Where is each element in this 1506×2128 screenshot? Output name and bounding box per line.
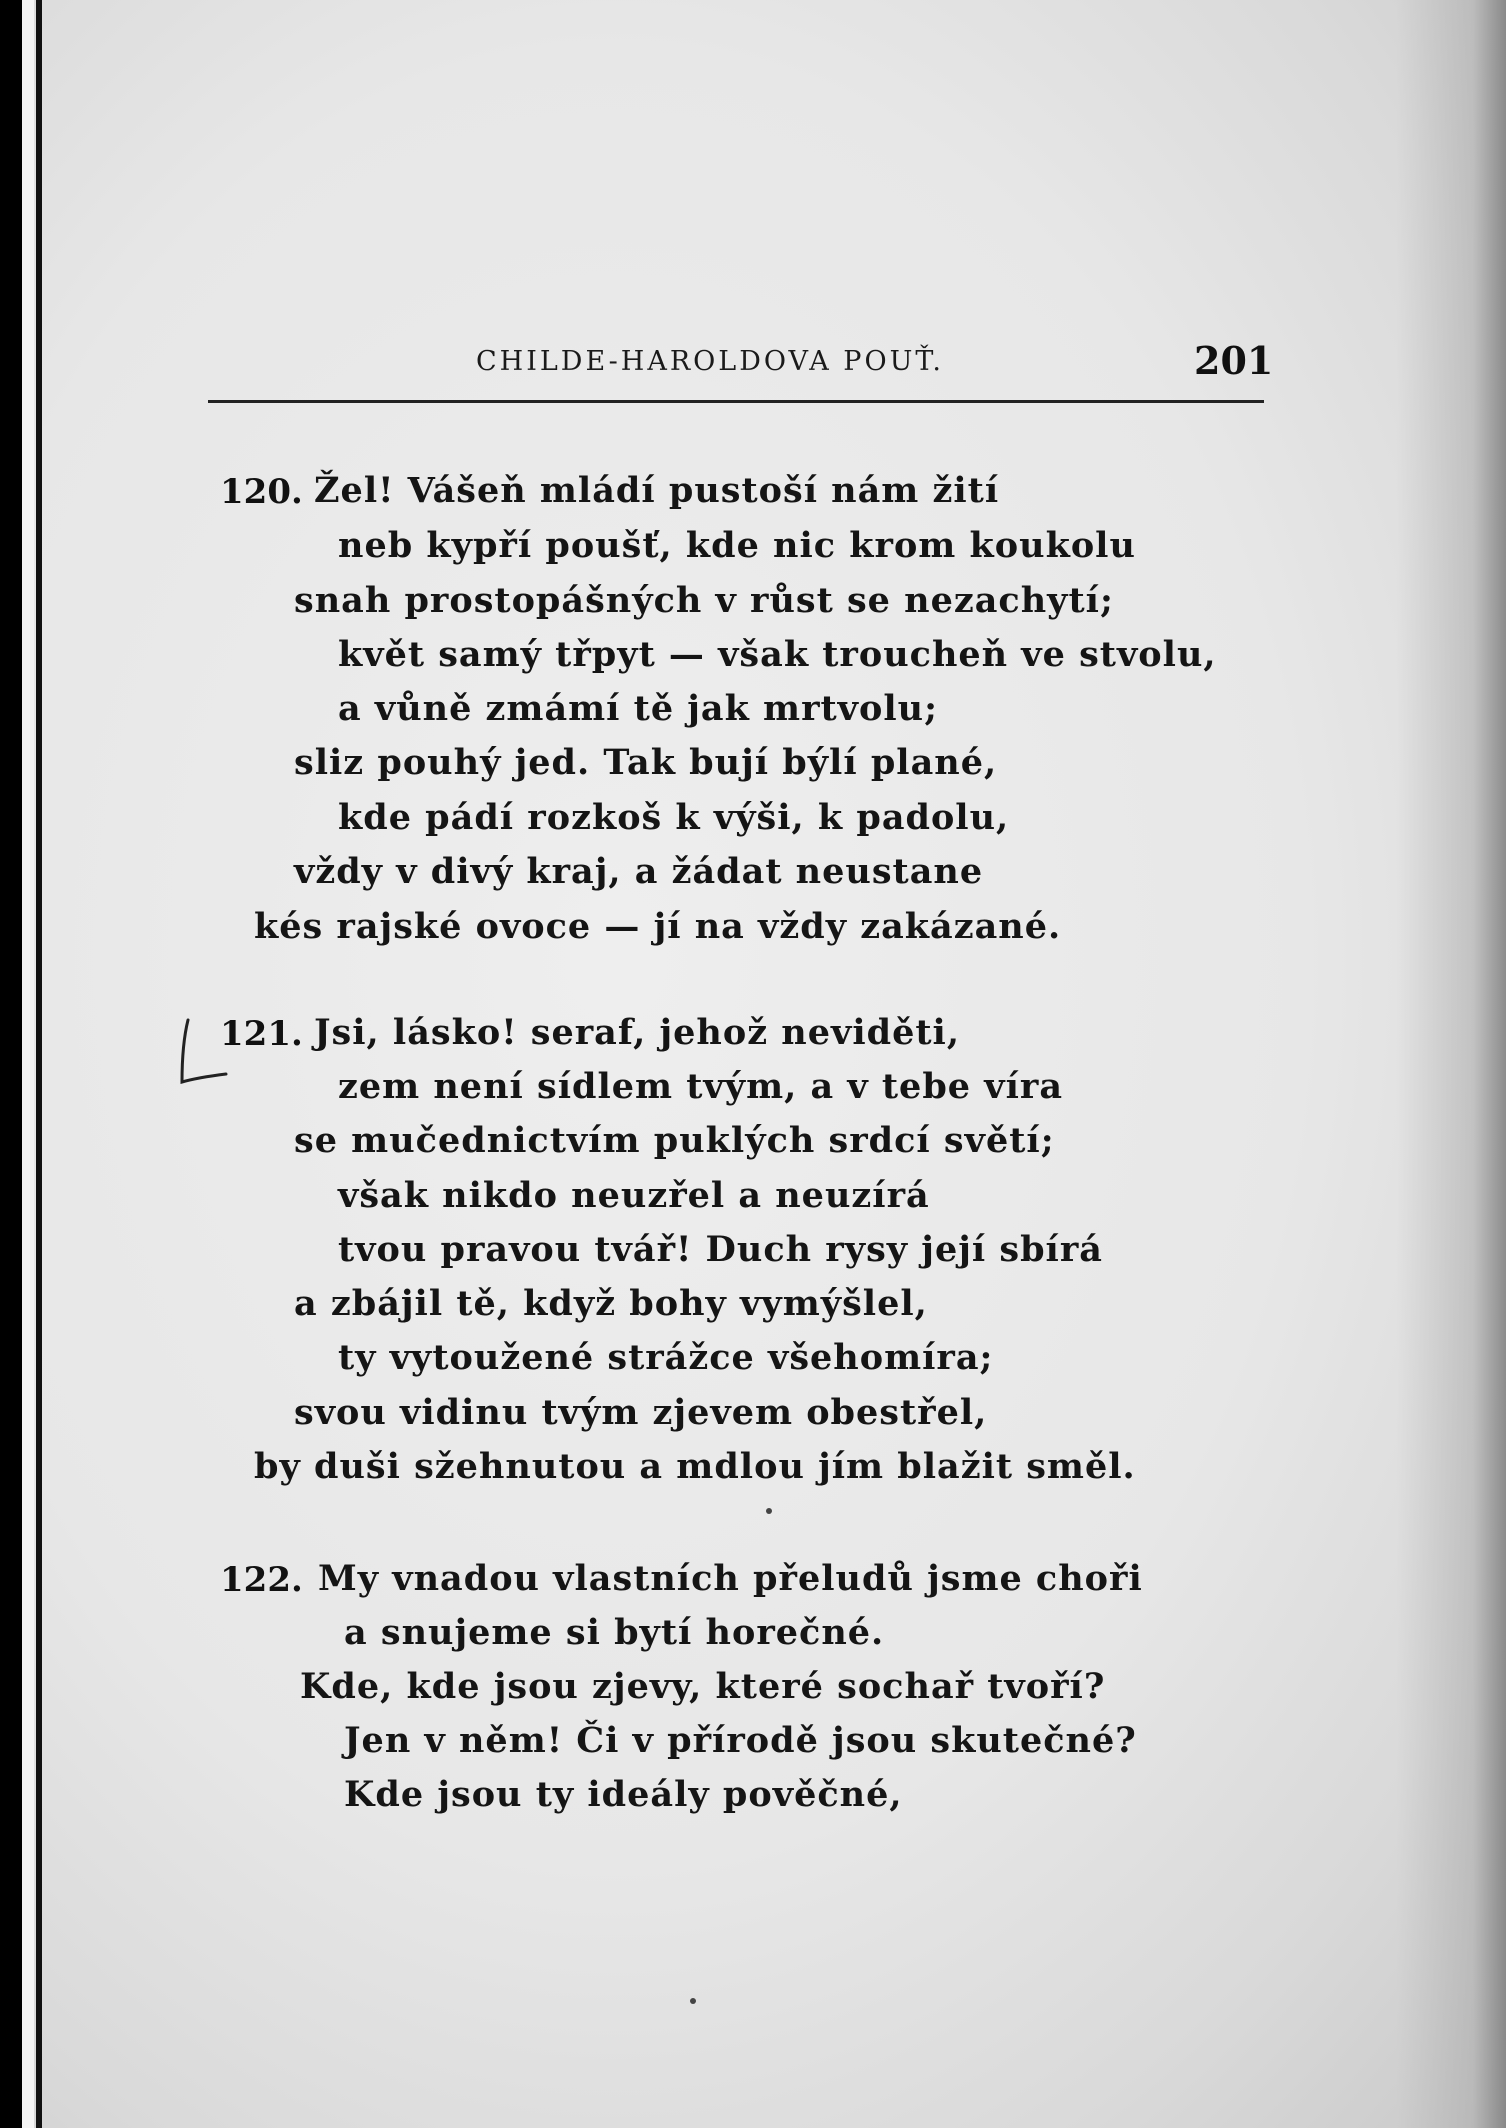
verse-line: Kde jsou ty ideály pověčné,: [344, 1774, 903, 1815]
speck: [690, 1998, 696, 2004]
verse-line: sliz pouhý jed. Tak bují býlí plané,: [294, 742, 998, 783]
stanza-number: 122.: [220, 1560, 303, 1600]
page-right-shadow: [1396, 0, 1506, 2128]
page-left-margin: [22, 0, 34, 2128]
verse-line: květ samý třpyt — však troucheň ve stvolu,: [338, 634, 1217, 675]
verse-line: Jsi, lásko! seraf, jehož neviděti,: [314, 1012, 961, 1053]
verse-line: Kde, kde jsou zjevy, které sochař tvoří?: [300, 1666, 1106, 1707]
verse-line: kde pádí rozkoš k výši, k padolu,: [338, 797, 1010, 838]
verse-line: vždy v divý kraj, a žádat neustane: [294, 851, 984, 892]
page-number: 201: [1194, 338, 1274, 383]
verse-line: tvou pravou tvář! Duch rysy její sbírá: [338, 1229, 1103, 1270]
verse-line: My vnadou vlastních přeludů jsme choři: [318, 1558, 1143, 1599]
header-rule: [208, 400, 1264, 403]
verse-line: a snujeme si bytí horečné.: [344, 1612, 885, 1653]
verse-line: snah prostopášných v růst se nezachytí;: [294, 580, 1114, 621]
stanza-number: 120.: [220, 472, 303, 512]
verse-line: ty vytoužené strážce všehomíra;: [338, 1337, 994, 1378]
stanza-number: 121.: [220, 1014, 303, 1054]
verse-line: a vůně zmámí tě jak mrtvolu;: [338, 688, 939, 729]
verse-line: se mučednictvím puklých srdcí světí;: [294, 1120, 1055, 1161]
verse-line: by duši sžehnutou a mdlou jím blažit směl.: [254, 1446, 1136, 1487]
binding-shadow: [36, 0, 42, 2128]
book-page: [22, 0, 1506, 2128]
verse-line: svou vidinu tvým zjevem obestřel,: [294, 1392, 988, 1433]
running-header: CHILDE-HAROLDOVA POUŤ.: [476, 346, 944, 377]
verse-line: Žel! Vášeň mládí pustoší nám žití: [314, 470, 1000, 511]
verse-line: a zbájil tě, když bohy vymýšlel,: [294, 1283, 928, 1324]
speck: [766, 1508, 772, 1514]
verse-line: kés rajské ovoce — jí na vždy zakázané.: [254, 906, 1062, 947]
verse-line: neb kypří poušť, kde nic krom koukolu: [338, 525, 1136, 566]
verse-line: však nikdo neuzřel a neuzírá: [338, 1175, 930, 1216]
verse-line: zem není sídlem tvým, a v tebe víra: [338, 1066, 1064, 1107]
verse-line: Jen v něm! Či v přírodě jsou skutečné?: [344, 1720, 1137, 1761]
